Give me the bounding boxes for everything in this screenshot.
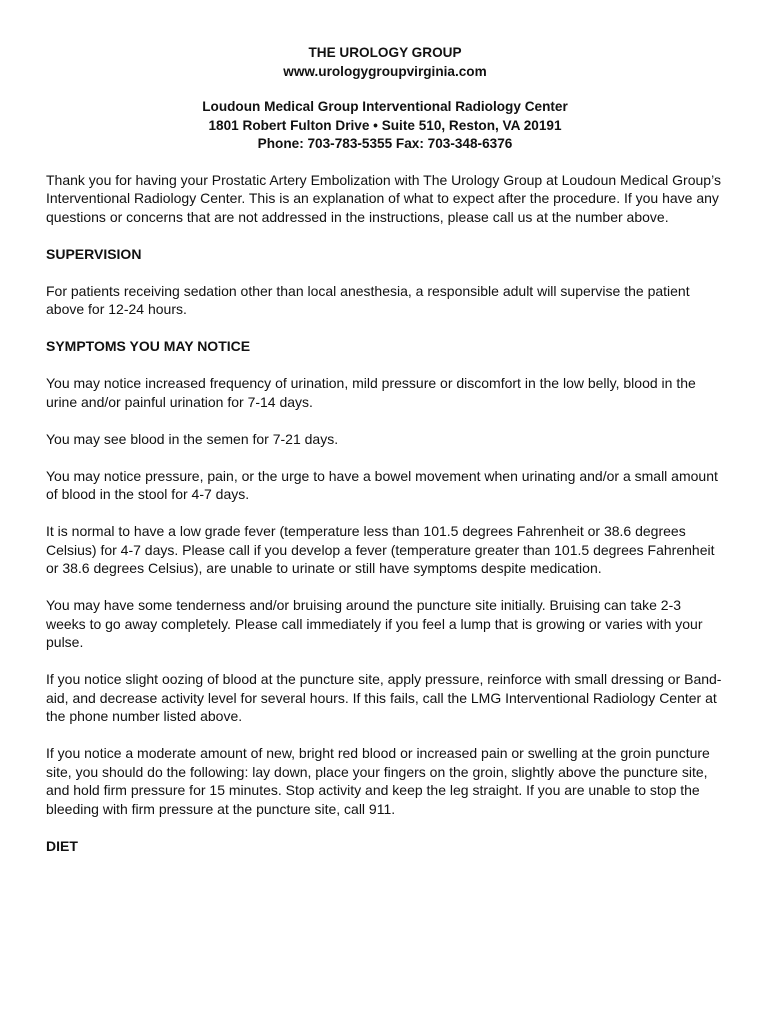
- symptom-paragraph: You may see blood in the semen for 7-21 days.: [46, 430, 339, 447]
- supervision-heading: SUPERVISION: [46, 245, 142, 262]
- intro-paragraph: Thank you for having your Prostatic Artery Embolization with The Urology Group at Loudoun Medical Group’s Interventional Radiology Center. This is an explanation of what to expect after the procedure. If you have any questions or concerns that are not addressed in the instructions, please call us at the number above.: [46, 171, 721, 225]
- supervision-paragraph: For patients receiving sedation other than local anesthesia, a responsible adult will supervise the patient above for 12-24 hours.: [46, 282, 690, 317]
- website-link[interactable]: www.urologygroupvirginia.com: [283, 63, 487, 79]
- symptom-paragraph: If you notice slight oozing of blood at the puncture site, apply pressure, reinforce with small dressing or Band-aid, and decrease activity level for several hours. If this fails, call the LMG Interventional Radiology Center at the phone number listed above.: [46, 671, 722, 724]
- symptom-paragraph: If you notice a moderate amount of new, bright red blood or increased pain or swelling at the groin puncture site, you should do the following: lay down, place your fingers on the groin, slightly above the puncture site, and hold firm pressure for 15 minutes. Stop activity and keep the leg straight. If you are unable to stop the bleeding with firm pressure at the puncture site, call 911.: [46, 745, 710, 817]
- center-name: Loudoun Medical Group Interventional Radiology Center: [202, 99, 568, 114]
- letterhead: [46, 44, 724, 154]
- symptom-paragraph: You may notice pressure, pain, or the urge to have a bowel movement when urinating and/or a small amount of blood in the stool for 4-7 days.: [46, 467, 718, 502]
- symptom-paragraph: You may have some tenderness and/or bruising around the puncture site initially. Bruising can take 2-3 weeks to go away completely. Please call immediately if you feel a lump that is growing or varies with your pulse.: [46, 597, 703, 650]
- symptom-paragraph: It is normal to have a low grade fever (temperature less than 101.5 degrees Fahrenheit or 38.6 degrees Celsius) for 4-7 days. Please call if you develop a fever (temperature greater than 101.5 degrees Fahrenheit or 38.6 degrees Celsius), are unable to urinate or still have symptoms despite medication.: [46, 523, 715, 576]
- address: 1801 Robert Fulton Drive • Suite 510, Reston, VA 20191: [208, 117, 562, 133]
- phone-fax: Phone: 703-783-5355 Fax: 703-348-6376: [257, 136, 513, 151]
- symptoms-heading: SYMPTOMS YOU MAY NOTICE: [46, 338, 251, 354]
- diet-heading: DIET: [46, 837, 78, 854]
- org-name: THE UROLOGY GROUP: [308, 45, 462, 60]
- symptom-paragraph: You may notice increased frequency of urination, mild pressure or discomfort in the low belly, blood in the urine and/or painful urination for 7-14 days.: [46, 375, 696, 410]
